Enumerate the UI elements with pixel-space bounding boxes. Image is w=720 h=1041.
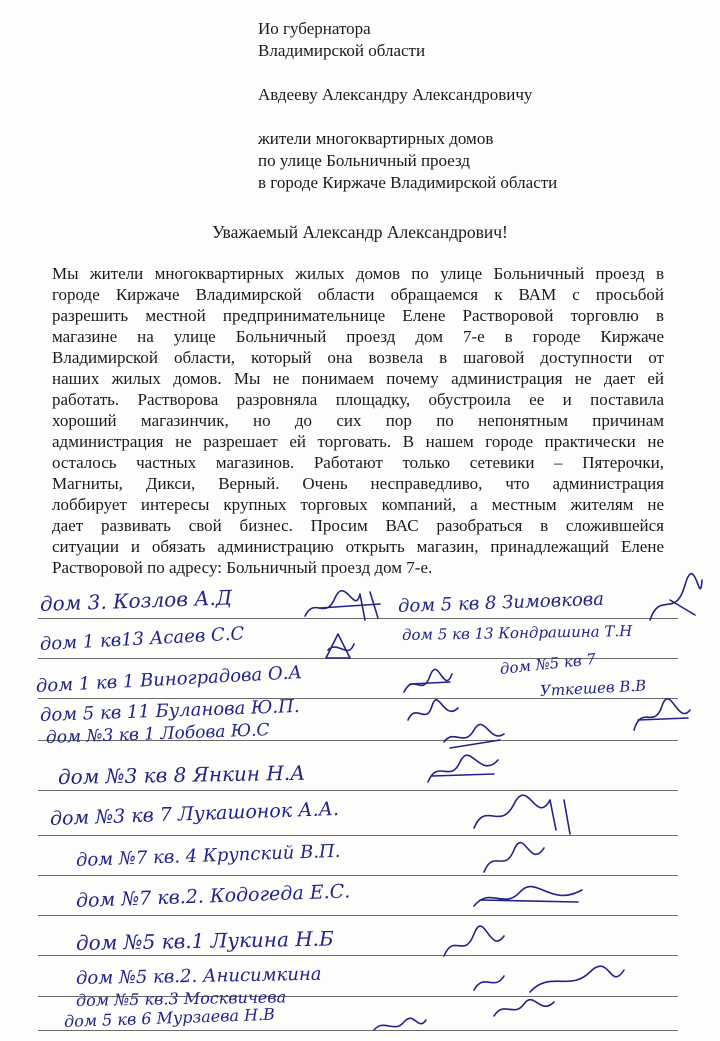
signature-entry: дом 1 кв13 Асаев С.С — [39, 623, 245, 655]
signature-scribble — [370, 1014, 430, 1038]
body-line: лоббирует интересы крупных торговых компаний, а местным жителям не — [52, 495, 664, 514]
signature-scribble — [318, 630, 358, 664]
signature-entry: дом 5 кв 8 Зимовкова — [397, 588, 605, 617]
signature-entry: дом №5 кв.1 Лукина Н.Б — [75, 926, 334, 955]
body-line: администрация не разрешает ей торговать. В нашем городе практически не — [52, 432, 664, 451]
signature-entry: дом 5 кв 6 Мурзаева Н.В — [63, 1004, 276, 1031]
addressee-region: Владимирской области — [258, 41, 426, 60]
body-line: работать. Растворова разровняла площадку, обустроила ее и поставила — [52, 390, 664, 409]
sender-line-1: жители многоквартирных домов — [258, 129, 494, 148]
signature-scribble — [480, 838, 550, 882]
signature-scribble — [640, 570, 710, 630]
signature-scribble — [490, 994, 560, 1024]
addressee-name: Авдееву Александру Александровичу — [258, 85, 533, 104]
addressee-block — [258, 18, 557, 194]
body-line: осталось частных магазинов. Работают только сетевики – Пятерочки, — [52, 453, 664, 472]
signature-entry: дом 3. Козлов А.Д — [39, 585, 233, 616]
body-line: Растворовой по адресу: Больничный проезд дом 7-е. — [52, 558, 433, 577]
signature-entry: Уткешев В.В — [539, 676, 647, 700]
body-line: ситуации и обязать администрацию открыть магазин, принадлежащий Елене — [52, 537, 664, 556]
signature-scribble — [440, 922, 510, 966]
signature-scribble — [470, 790, 580, 840]
signature-entry: дом №3 кв 8 Янкин Н.А — [57, 760, 306, 789]
signature-entry: дом 5 кв 13 Кондрашина Т.Н — [401, 621, 633, 644]
signature-rule — [38, 698, 678, 699]
signature-rule — [38, 875, 678, 876]
signature-scribble — [470, 880, 590, 916]
salutation: Уважаемый Александр Александрович! — [212, 222, 508, 242]
signature-entry: дом №7 кв.2. Кодогеда Е.С. — [75, 880, 351, 912]
signature-rule — [38, 1030, 678, 1031]
signature-scribble — [300, 586, 390, 626]
signature-entry: дом 1 кв 1 Виноградова О.А — [35, 662, 303, 697]
signature-rule — [38, 790, 678, 791]
signature-entry: дом №3 кв 1 Лобова Ю.С — [45, 720, 270, 748]
signature-entry: дом №3 кв 7 Лукашонок А.А. — [49, 797, 340, 830]
body-line: магазине на улице Больничный проезд дом 7-е в городе Киржаче — [52, 327, 664, 346]
signature-entry: дом 5 кв 11 Буланова Ю.П. — [39, 695, 300, 726]
signature-scribble — [628, 690, 698, 740]
signature-entry: дом №5 кв.2. Анисимкина — [75, 963, 322, 989]
body-line: наших жилых домов. Мы не понимаем почему администрация не дает ей — [52, 369, 664, 388]
body-line: разрешить местной предпринимательнице Елене Растворовой торговлю в — [52, 306, 664, 325]
signature-entry: дом №5 кв 7 — [499, 649, 597, 678]
body-line: дает развивать свой бизнес. Просим ВАС разобраться в сложившейся — [52, 516, 664, 535]
letter-body — [52, 263, 664, 578]
addressee-title: Ио губернатора — [258, 19, 371, 38]
sender-line-2: по улице Больничный проезд — [258, 151, 471, 170]
signature-scribble — [424, 752, 504, 788]
body-line: Магниты, Дикси, Верный. Очень несправедливо, что администрация — [52, 474, 664, 493]
body-line: городе Киржаче Владимирской области обращаемся к ВАМ с просьбой — [52, 285, 664, 304]
sender-line-3: в городе Киржаче Владимирской области — [258, 173, 558, 192]
signature-rule — [38, 835, 678, 836]
signature-entry: дом №7 кв. 4 Крупский В.П. — [75, 840, 341, 871]
signature-entry: дом №5 кв.3 Москвичева — [75, 987, 287, 1010]
signature-scribble — [440, 720, 510, 756]
signature-rule — [38, 955, 678, 956]
body-line: Владимирской области, который она возвела в шаговой доступности от — [52, 348, 664, 367]
body-line: хороший магазинчик, но до сих пор по непонятным причинам — [52, 411, 664, 430]
body-line: Мы жители многоквартирных жилых домов по улице Больничный проезд в — [52, 264, 664, 283]
